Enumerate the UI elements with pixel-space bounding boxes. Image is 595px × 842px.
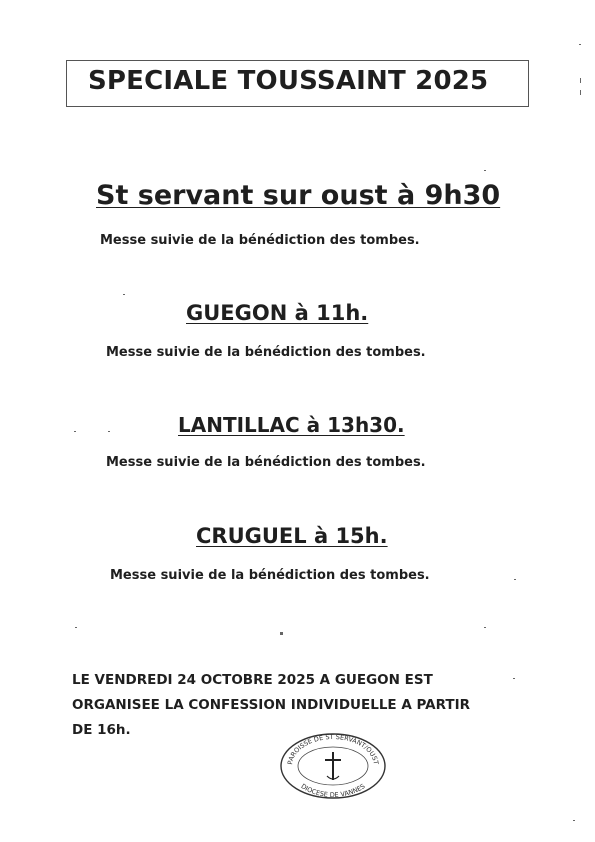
event-description-lantillac: Messe suivie de la bénédiction des tombes. (106, 455, 426, 470)
stamp-text-top: PAROISSE DE ST SERVANT/OUST (286, 732, 380, 766)
confession-notice (72, 668, 470, 743)
event-heading-guegon: GUEGON à 11h. (186, 301, 369, 325)
parish-stamp (278, 730, 388, 800)
notice-line-3: DE 16h. (72, 722, 131, 738)
event-heading-lantillac: LANTILLAC à 13h30. (178, 413, 405, 437)
scan-speck (75, 627, 77, 628)
event-description-guegon: Messe suivie de la bénédiction des tombes. (106, 345, 426, 360)
scan-speck (514, 579, 516, 580)
event-description-st-servant: Messe suivie de la bénédiction des tombes. (100, 233, 420, 248)
notice-line-1: LE VENDREDI 24 OCTOBRE 2025 A GUEGON EST (72, 672, 433, 688)
scan-speck (74, 431, 76, 432)
scan-speck (108, 431, 110, 432)
stamp-text-bottom: DIOCESE DE VANNES (299, 782, 367, 800)
event-description-cruguel: Messe suivie de la bénédiction des tombes. (110, 568, 430, 583)
page-title: SPECIALE TOUSSAINT 2025 (88, 66, 489, 96)
event-heading-cruguel: CRUGUEL à 15h. (196, 524, 388, 548)
event-heading-st-servant: St servant sur oust à 9h30 (96, 180, 501, 211)
scan-speck (484, 627, 486, 628)
scan-speck (280, 632, 283, 635)
cross-icon (325, 752, 341, 780)
scan-speck (580, 90, 581, 95)
scan-speck (484, 170, 486, 171)
scan-speck (123, 294, 125, 295)
scan-speck (513, 678, 515, 679)
scan-speck (573, 820, 575, 821)
notice-line-2: ORGANISEE LA CONFESSION INDIVIDUELLE A PARTIR (72, 697, 471, 713)
scan-speck (580, 78, 581, 83)
scan-speck (579, 44, 581, 45)
